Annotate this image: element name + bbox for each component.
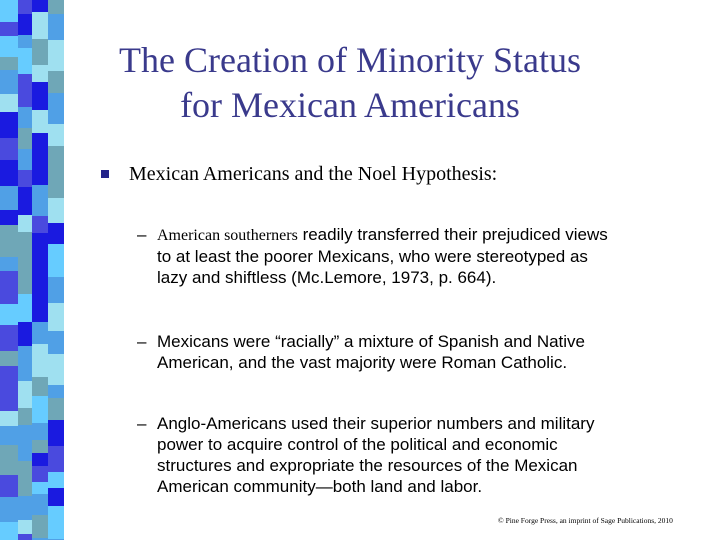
decorative-stripe: [0, 0, 64, 540]
sub-bullet-3-line-1: Anglo-Americans used their superior numbers and military: [157, 414, 595, 433]
stripe-block: [32, 302, 48, 322]
stripe-block: [48, 124, 64, 146]
stripe-block: [32, 39, 48, 65]
stripe-block: [0, 271, 18, 304]
stripe-block: [18, 408, 32, 425]
title-line-2: for Mexican Americans: [180, 85, 520, 125]
stripe-block: [0, 70, 18, 94]
stripe-block: [0, 445, 18, 458]
stripe-block: [48, 198, 64, 223]
stripe-block: [0, 325, 18, 351]
stripe-block: [18, 128, 32, 149]
stripe-block: [18, 520, 32, 534]
stripe-block: [0, 366, 18, 387]
stripe-block: [48, 277, 64, 303]
sub-bullet-1-line-2: to at least the poorer Mexicans, who were stereotyped as: [157, 247, 588, 266]
sub-bullet-1-prefix: American southerners: [157, 227, 298, 244]
stripe-block: [18, 14, 32, 35]
sub-bullet-2-line-2: American, and the vast majority were Roman Catholic.: [157, 353, 568, 372]
sub-bullet-3: [137, 413, 707, 497]
stripe-block: [0, 210, 18, 225]
stripe-block: [48, 331, 64, 354]
stripe-block: [18, 107, 32, 128]
stripe-block: [32, 65, 48, 82]
stripe-block: [18, 262, 32, 294]
stripe-block: [48, 40, 64, 71]
square-bullet-icon: [101, 170, 109, 178]
stripe-block: [32, 233, 48, 262]
stripe-block: [18, 187, 32, 215]
stripe-block: [48, 398, 64, 420]
stripe-block: [0, 475, 18, 497]
stripe-block: [32, 262, 48, 277]
dash-icon: –: [137, 414, 147, 433]
stripe-block: [48, 223, 64, 244]
sub-bullet-3-line-2: power to acquire control of the political and economic: [157, 435, 558, 454]
sub-bullet-2: [137, 331, 707, 373]
title-line-1: The Creation of Minority Status: [119, 40, 581, 80]
stripe-block: [32, 216, 48, 233]
stripe-block: [48, 506, 64, 539]
stripe-block: [48, 0, 64, 14]
stripe-block: [0, 160, 18, 186]
stripe-block: [18, 74, 32, 107]
stripe-block: [48, 175, 64, 198]
copyright-footer: © Pine Forge Press, an imprint of Sage Publications, 2010: [498, 516, 673, 525]
stripe-block: [18, 0, 32, 14]
stripe-block: [48, 93, 64, 124]
stripe-block: [32, 453, 48, 466]
stripe-block: [0, 426, 18, 445]
stripe-block: [18, 346, 32, 365]
stripe-block: [0, 387, 18, 411]
stripe-block: [48, 354, 64, 385]
stripe-block: [0, 138, 18, 160]
stripe-block: [32, 466, 48, 482]
stripe-block: [32, 344, 48, 356]
stripe-block: [48, 385, 64, 398]
stripe-block: [18, 322, 32, 346]
stripe-block: [32, 97, 48, 110]
stripe-block: [0, 522, 18, 540]
stripe-block: [0, 57, 18, 70]
stripe-block: [32, 322, 48, 344]
stripe-block: [32, 133, 48, 163]
stripe-block: [32, 396, 48, 423]
stripe-block: [48, 446, 64, 472]
sub-bullet-3-line-4: American community—both land and labor.: [157, 477, 483, 496]
stripe-block: [18, 437, 32, 461]
stripe-block: [32, 515, 48, 538]
stripe-block: [32, 163, 48, 185]
stripe-block: [0, 458, 18, 475]
stripe-block: [18, 461, 32, 474]
stripe-block: [18, 149, 32, 170]
stripe-block: [32, 0, 48, 12]
stripe-block: [32, 277, 48, 302]
stripe-block: [0, 22, 18, 36]
stripe-block: [18, 365, 32, 381]
stripe-block: [32, 494, 48, 515]
stripe-block: [48, 420, 64, 446]
stripe-block: [18, 425, 32, 437]
stripe-block: [18, 381, 32, 408]
stripe-block: [48, 71, 64, 93]
sub-bullet-1: [137, 224, 707, 288]
stripe-block: [0, 112, 18, 138]
stripe-block: [18, 474, 32, 496]
stripe-block: [32, 12, 48, 39]
stripe-block: [18, 534, 32, 540]
stripe-block: [32, 423, 48, 440]
stripe-block: [32, 356, 48, 377]
stripe-block: [0, 304, 18, 325]
stripe-block: [32, 482, 48, 494]
stripe-block: [48, 472, 64, 488]
stripe-block: [0, 411, 18, 426]
stripe-block: [0, 36, 18, 57]
dash-icon: –: [137, 332, 147, 351]
sub-bullet-3-line-3: structures and expropriate the resources of the Mexican: [157, 456, 578, 475]
stripe-block: [0, 94, 18, 112]
stripe-block: [48, 488, 64, 506]
main-bullet-text: Mexican Americans and the Noel Hypothesis:: [129, 163, 498, 185]
stripe-block: [32, 110, 48, 133]
sub-bullet-2-line-1: Mexicans were “racially” a mixture of Spanish and Native: [157, 332, 586, 351]
sub-bullet-1-line-3: lazy and shiftless (Mc.Lemore, 1973, p. 664).: [157, 268, 497, 287]
stripe-block: [18, 35, 32, 48]
stripe-block: [0, 257, 18, 271]
stripe-block: [18, 232, 32, 262]
stripe-block: [32, 203, 48, 216]
stripe-block: [18, 215, 32, 232]
stripe-block: [0, 186, 18, 210]
stripe-block: [0, 351, 18, 366]
stripe-block: [0, 225, 18, 257]
slide-title: [64, 38, 636, 128]
stripe-block: [32, 185, 48, 203]
stripe-block: [48, 14, 64, 40]
stripe-block: [0, 497, 18, 522]
stripe-block: [48, 303, 64, 331]
stripe-block: [18, 294, 32, 322]
stripe-block: [18, 496, 32, 520]
stripe-block: [48, 244, 64, 277]
dash-icon: –: [137, 225, 147, 244]
stripe-block: [32, 377, 48, 396]
stripe-block: [32, 82, 48, 97]
stripe-block: [32, 440, 48, 453]
stripe-block: [0, 0, 18, 22]
sub-bullet-1-line-1: readily transferred their prejudiced views: [297, 225, 608, 244]
stripe-block: [48, 146, 64, 175]
stripe-block: [18, 170, 32, 187]
stripe-block: [18, 48, 32, 74]
